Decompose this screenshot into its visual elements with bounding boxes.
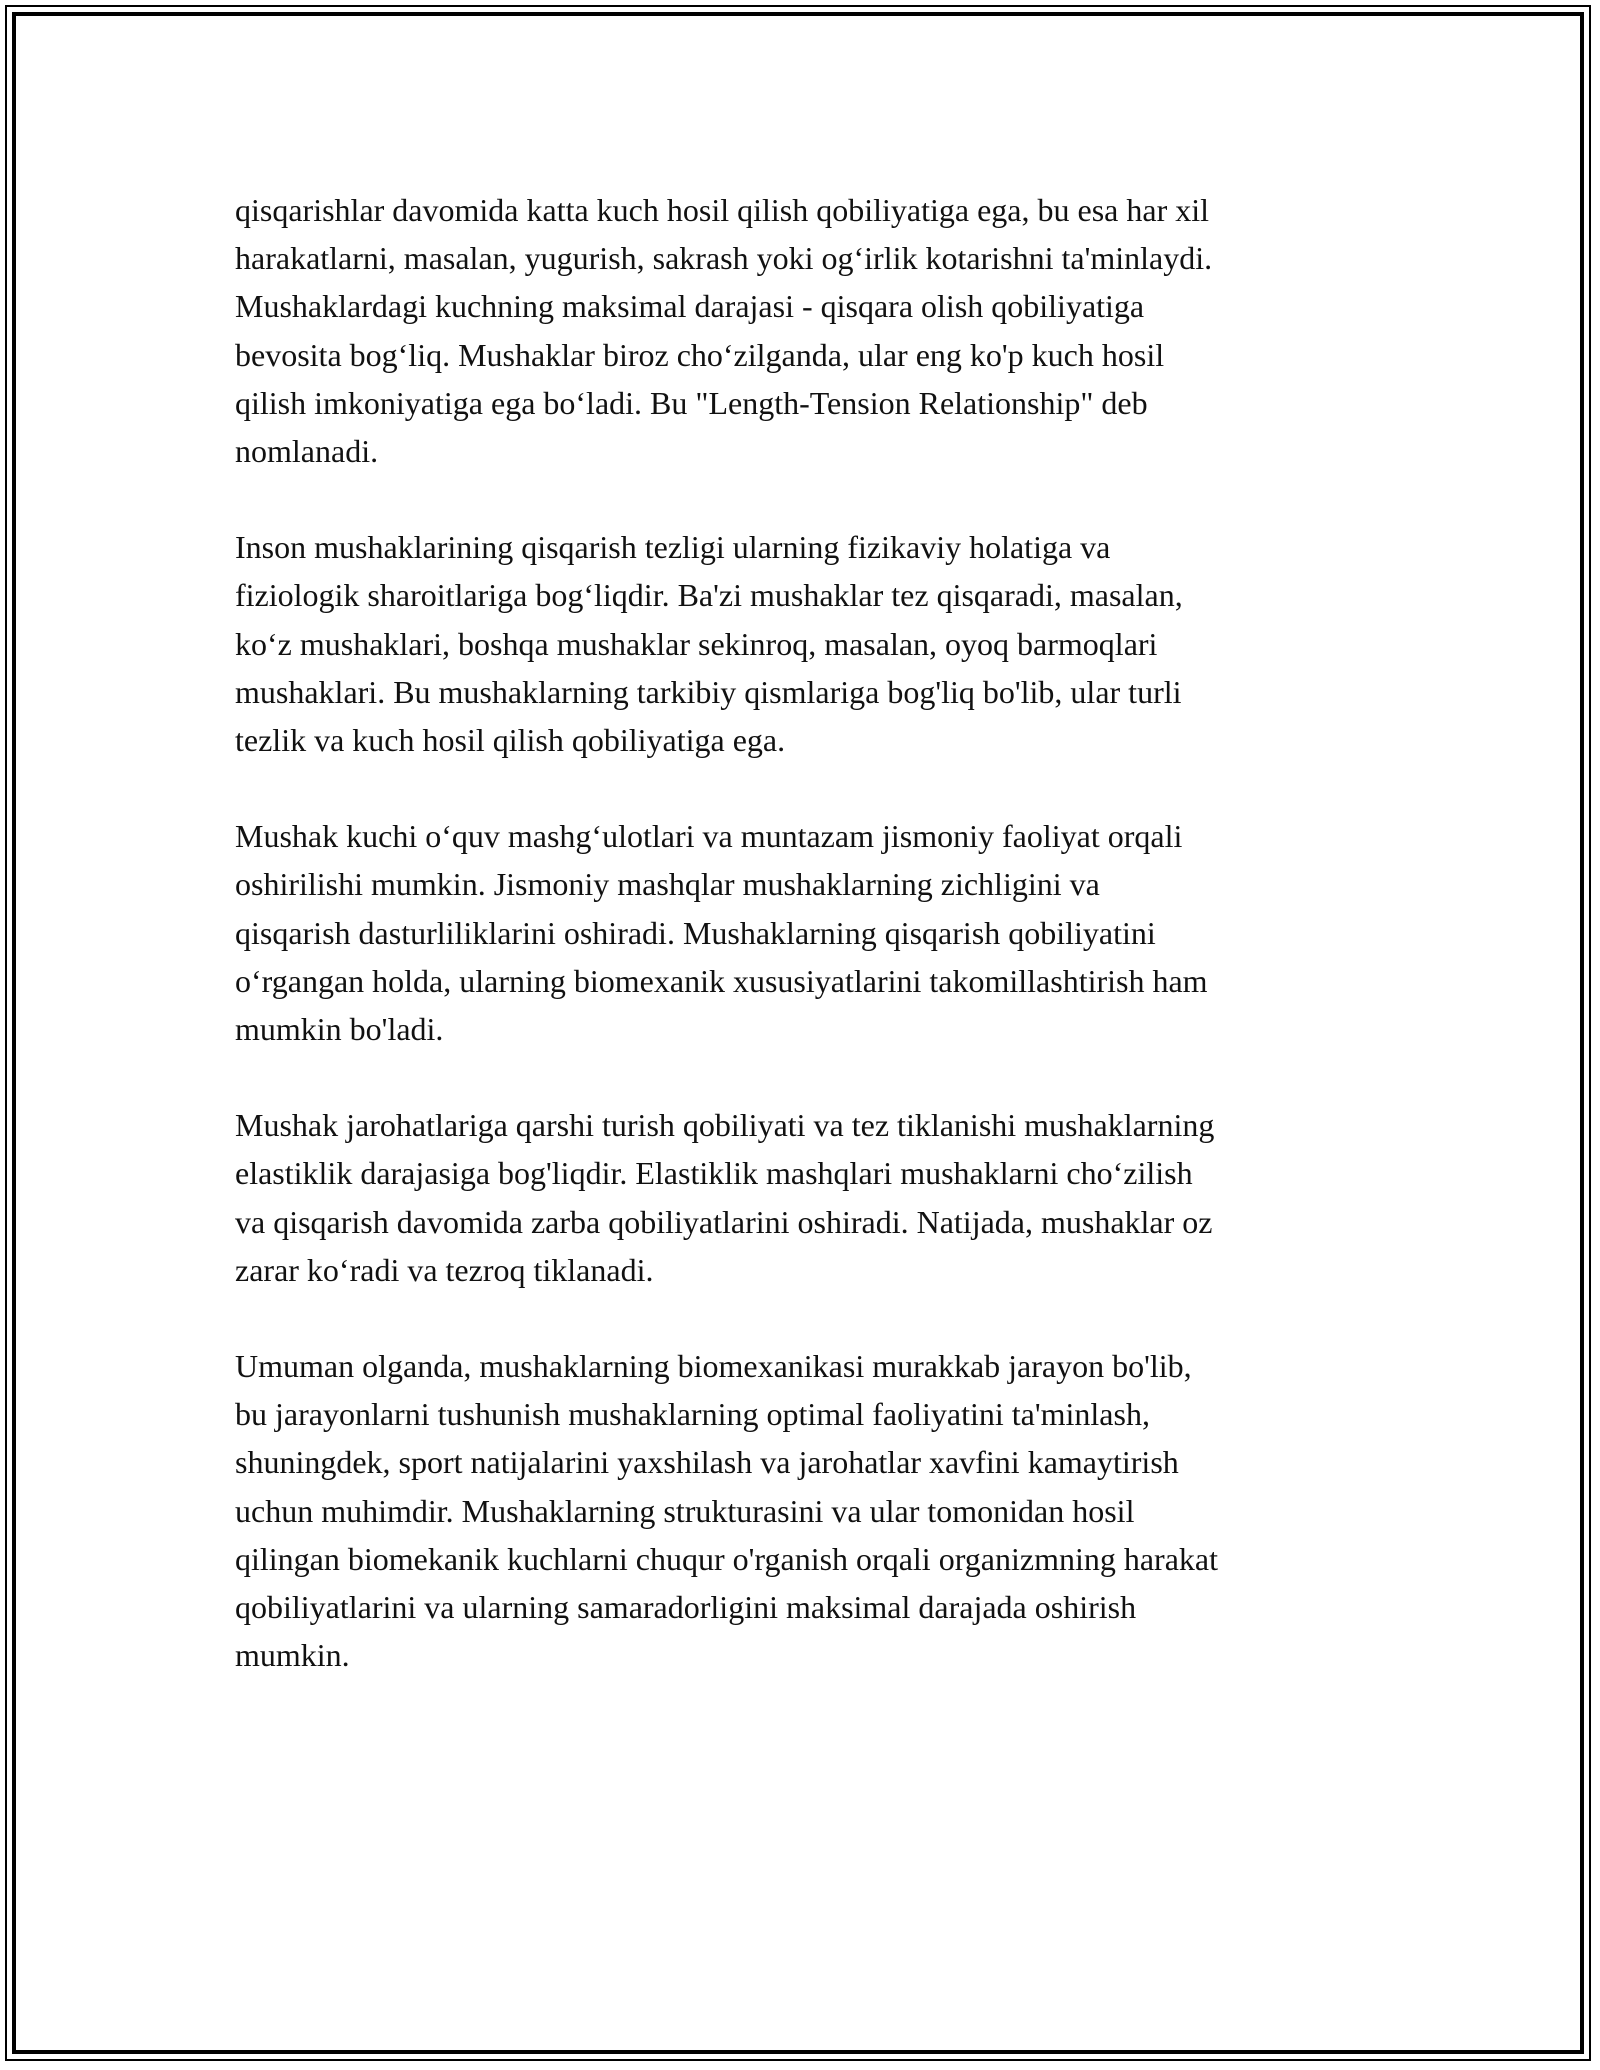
text-line: harakatlarni, masalan, yugurish, sakrash yoki og‘irlik kotarishni ta'minlaydi.: [235, 240, 1213, 277]
paragraph-5: [235, 1342, 1375, 1679]
text-line: ko‘z mushaklari, boshqa mushaklar sekinroq, masalan, oyoq barmoqlari: [235, 625, 1158, 662]
text-line: qilish imkoniyatiga ega bo‘ladi. Bu "Length-Tension Relationship" deb: [235, 384, 1148, 421]
text-line: qobiliyatlarini va ularning samaradorligini maksimal darajada oshirish: [235, 1589, 1137, 1626]
text-line: uchun muhimdir. Mushaklarning strukturasini va ular tomonidan hosil: [235, 1492, 1135, 1529]
text-line: Umuman olganda, mushaklarning biomexanikasi murakkab jarayon bo'lib,: [235, 1348, 1192, 1385]
text-line: oshirilishi mumkin. Jismoniy mashqlar mushaklarning zichligini va: [235, 866, 1100, 903]
paragraph-1: [235, 186, 1375, 475]
paragraph-2: [235, 523, 1375, 764]
text-line: shuningdek, sport natijalarini yaxshilash va jarohatlar xavfini kamaytirish: [235, 1444, 1179, 1481]
text-line: qilingan biomekanik kuchlarni chuqur o'rganish orqali organizmning harakat: [235, 1540, 1218, 1577]
text-line: bu jarayonlarni tushunish mushaklarning optimal faoliyatini ta'minlash,: [235, 1396, 1150, 1433]
text-line: mumkin bo'ladi.: [235, 1011, 444, 1048]
text-line: o‘rgangan holda, ularning biomexanik xususiyatlarini takomillashtirish ham: [235, 962, 1208, 999]
text-line: elastiklik darajasiga bog'liqdir. Elastiklik mashqlari mushaklarni cho‘zilish: [235, 1155, 1193, 1192]
text-line: va qisqarish davomida zarba qobiliyatlarini oshiradi. Natijada, mushaklar oz: [235, 1203, 1213, 1240]
text-line: mushaklari. Bu mushaklarning tarkibiy qismlariga bog'liq bo'lib, ular turli: [235, 673, 1182, 710]
text-line: mumkin.: [235, 1637, 350, 1674]
text-line: fiziologik sharoitlariga bog‘liqdir. Ba'zi mushaklar tez qisqaradi, masalan,: [235, 577, 1183, 614]
text-line: nomlanadi.: [235, 433, 379, 470]
text-line: bevosita bog‘liq. Mushaklar biroz cho‘zilganda, ular eng ko'p kuch hosil: [235, 336, 1165, 373]
text-line: tezlik va kuch hosil qilish qobiliyatiga ega.: [235, 722, 786, 759]
text-line: Mushak jarohatlariga qarshi turish qobiliyati va tez tiklanishi mushaklarning: [235, 1107, 1215, 1144]
text-line: qisqarishlar davomida katta kuch hosil qilish qobiliyatiga ega, bu esa har xil: [235, 192, 1209, 228]
paragraph-4: [235, 1101, 1375, 1294]
text-line: Inson mushaklarining qisqarish tezligi ularning fizikaviy holatiga va: [235, 529, 1111, 566]
paragraph-3: [235, 812, 1375, 1053]
text-line: zarar ko‘radi va tezroq tiklanadi.: [235, 1251, 654, 1288]
text-line: Mushaklardagi kuchning maksimal darajasi - qisqara olish qobiliyatiga: [235, 288, 1145, 325]
document-body: [235, 186, 1375, 1727]
text-line: qisqarish dasturliliklarini oshiradi. Mushaklarning qisqarish qobiliyatini: [235, 914, 1156, 951]
text-line: Mushak kuchi o‘quv mashg‘ulotlari va muntazam jismoniy faoliyat orqali: [235, 818, 1183, 855]
